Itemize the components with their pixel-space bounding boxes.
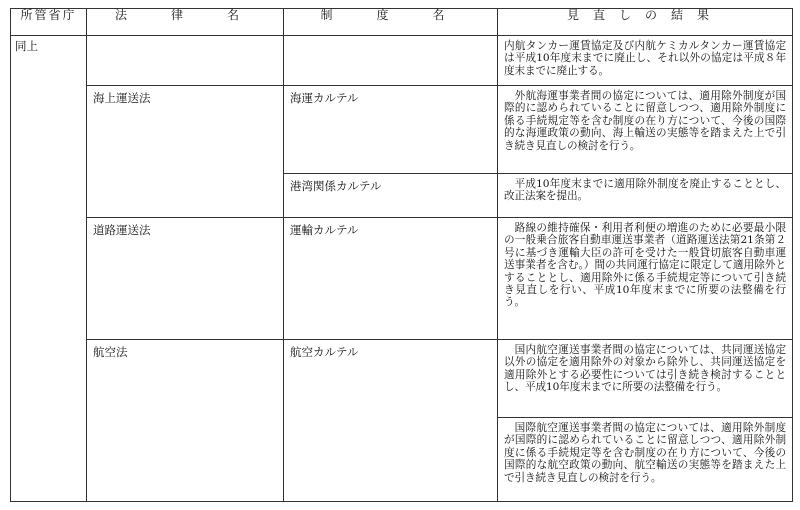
- system-cell: [284, 340, 498, 502]
- table-row: [11, 340, 793, 418]
- result-text: 国際航空運送事業者間の協定については、適用除外制度が国際的に認められていることに留意しつつ、適用除外制度に係る手続規定等を含む制度の在り方について、今後の国際的な航空政策の動向、航空輸送の実態等を踏まえた上で引き続き見直しの検討を行う。: [504, 422, 786, 484]
- header-row: [11, 9, 793, 36]
- law-cell: [87, 86, 284, 218]
- ministry-value: 同上: [15, 39, 38, 53]
- system-cell: [284, 218, 498, 340]
- table-row: [11, 218, 793, 340]
- system-cell: [284, 36, 498, 86]
- result-text: 内航タンカー運賃協定及び内航ケミカルタンカー運賃協定は平成10年度末までに廃止し、それ以外の協定は平成８年度末までに廃止する。: [504, 40, 786, 77]
- system-cell: [284, 86, 498, 174]
- result-cell: [498, 86, 793, 174]
- result-cell: [498, 340, 793, 418]
- law-cell: [87, 218, 284, 340]
- system-name: 港湾関係カルテル: [290, 179, 382, 193]
- law-name: 海上運送法: [93, 91, 151, 105]
- header-review-result: 見直しの結果: [498, 9, 793, 36]
- system-name: 運輸カルテル: [290, 223, 359, 237]
- law-cell: [87, 340, 284, 502]
- law-cell: [87, 36, 284, 86]
- result-text: 平成10年度末までに適用除外制度を廃止することとし、改正法案を提出。: [504, 178, 786, 203]
- result-text: 国内航空運送事業者間の協定については、共同運送協定以外の協定を適用除外の対象から除外し、共同運送協定を適用除外とする必要性については引き続き検討することとし、平成10年度末までに所要の法整備を行う。: [504, 344, 786, 394]
- header-law-name: 法 律 名: [87, 9, 284, 36]
- ministry-cell: [11, 36, 87, 502]
- header-system-name: 制 度 名: [284, 9, 498, 36]
- header-ministry: 所管省庁: [11, 9, 87, 36]
- system-cell: [284, 174, 498, 218]
- result-text: 外航海運事業者間の協定については、適用除外制度が国際的に認められていることに留意しつつ、適用除外制度に係る手続規定等を含む制度の在り方について、今後の国際的な海運政策の動向、海上輸送の実態等を踏まえた上で引き続き見直しの検討を行う。: [504, 90, 786, 152]
- result-text: 路線の維持確保・利用者利便の増進のために必要最小限の一般乗合旅客自動車運送事業者（道路運送法第21条第２号に基づき運輸大臣の許可を受けた一般貸切旅客自動車運送事業者を含む。）間の共同運行協定に限定して適用除外とすることとし、適用除外に係る手続規定等について引き続き見直しを行い、平成10年度末までに所要の法整備を行う。: [504, 222, 786, 309]
- system-name: 海運カルテル: [290, 91, 359, 105]
- table-row: [11, 86, 793, 174]
- result-cell: [498, 218, 793, 340]
- system-name: 航空カルテル: [290, 345, 359, 359]
- result-cell: [498, 36, 793, 86]
- result-cell: [498, 418, 793, 502]
- table-row: [11, 36, 793, 86]
- law-name: 道路運送法: [93, 223, 151, 237]
- result-cell: [498, 174, 793, 218]
- review-results-table: [10, 8, 793, 502]
- law-name: 航空法: [93, 345, 128, 359]
